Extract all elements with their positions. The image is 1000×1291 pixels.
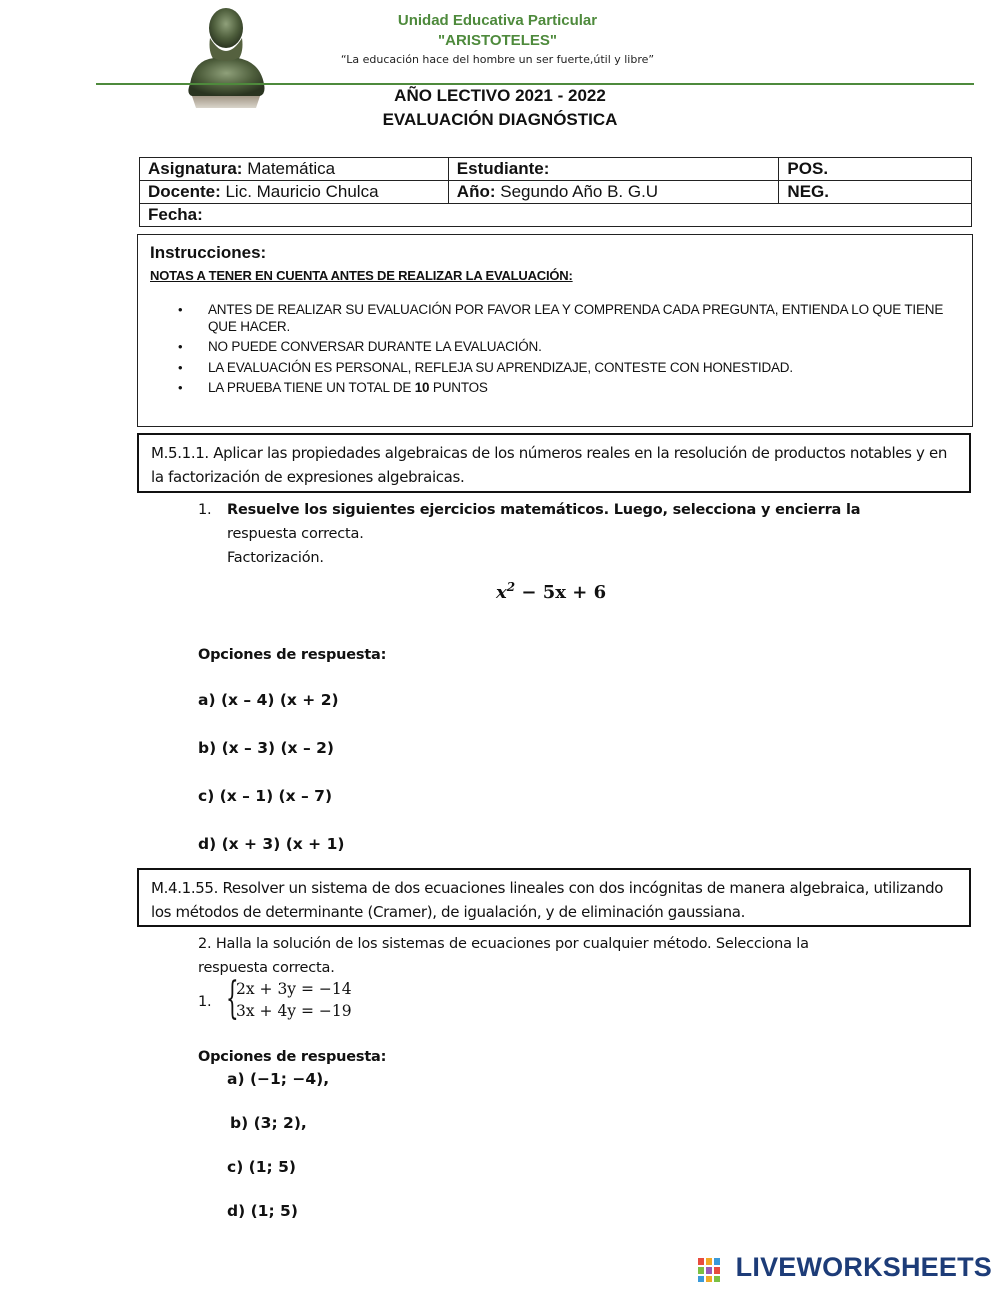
- instruction-item: • ANTES DE REALIZAR SU EVALUACIÓN POR FAVOR LEA Y COMPRENDA CADA PREGUNTA, ENTIENDA LO QUE TIENE QUE HACER.: [176, 302, 961, 335]
- equation-system: [236, 978, 352, 1022]
- instruction-item-points: [176, 380, 961, 397]
- expression-1: [496, 580, 606, 603]
- answer-option-2a[interactable]: a) (−1; −4),: [227, 1070, 330, 1088]
- liveworksheets-logo-icon: [698, 1258, 720, 1282]
- school-motto: “La educación hace del hombre un ser fuerte,útil y libre”: [340, 53, 655, 66]
- question-2-prompt-rest: respuesta correcta.: [198, 960, 335, 976]
- subject-value: Matemática: [247, 159, 336, 178]
- teacher-label: Docente:: [148, 182, 221, 201]
- pos-cell[interactable]: [779, 158, 972, 181]
- question-2-prompt: 2. Halla la solución de los sistemas de ecuaciones por cualquier método. Selecciona la: [198, 936, 809, 952]
- options-label-2: Opciones de respuesta:: [198, 1049, 387, 1065]
- student-label: Estudiante:: [456, 159, 550, 178]
- options-label-1: Opciones de respuesta:: [198, 647, 387, 663]
- system-number: 1.: [198, 994, 212, 1010]
- skill-box-1: M.5.1.1. Aplicar las propiedades algebraicas de los números reales en la resolución de productos notables y en la factorización de expresiones algebraicas.: [137, 433, 971, 493]
- aristotle-bust-logo: [180, 4, 272, 108]
- answer-option-1c[interactable]: c) (x – 1) (x – 7): [198, 787, 333, 805]
- grade-value: Segundo Año B. G.U: [500, 182, 659, 201]
- expression-exponent: 2: [506, 580, 516, 594]
- pos-label: POS.: [787, 159, 829, 178]
- student-cell[interactable]: [448, 158, 779, 181]
- instructions-list: [176, 302, 961, 401]
- question-1-topic: Factorización.: [227, 550, 324, 566]
- school-line-1: Unidad Educativa Particular: [397, 12, 598, 29]
- student-info-table: [139, 157, 972, 227]
- points-suffix: PUNTOS: [429, 380, 488, 395]
- grade-label: Año:: [456, 182, 496, 201]
- answer-option-1a[interactable]: a) (x – 4) (x + 2): [198, 691, 339, 709]
- expression-rest: − 5x + 6: [515, 582, 607, 603]
- skill-box-2: M.4.1.55. Resolver un sistema de dos ecuaciones lineales con dos incógnitas de manera algebraica, utilizando los métodos de determinante (Cramer), de igualación, y de eliminación gaussiana.: [137, 868, 971, 927]
- date-label: Fecha:: [148, 205, 203, 224]
- answer-option-1d[interactable]: d) (x + 3) (x + 1): [198, 835, 345, 853]
- school-name: [300, 11, 695, 51]
- answer-option-2d[interactable]: d) (1; 5): [227, 1202, 298, 1220]
- grade-cell: [448, 181, 779, 204]
- instructions-title: Instrucciones:: [150, 243, 267, 262]
- subject-cell: [140, 158, 449, 181]
- equation-1: 2x + 3y = −14: [236, 980, 352, 998]
- question-1-prompt-rest: respuesta correcta.: [227, 526, 364, 542]
- date-cell[interactable]: [140, 204, 972, 227]
- header-divider: [96, 83, 974, 85]
- answer-option-1b[interactable]: b) (x – 3) (x – 2): [198, 739, 334, 757]
- question-1: [227, 498, 967, 570]
- question-1-number: 1.: [198, 502, 212, 518]
- question-2: [198, 932, 958, 980]
- instruction-item: • NO PUEDE CONVERSAR DURANTE LA EVALUACIÓN.: [176, 339, 961, 356]
- school-line-2: "ARISTOTELES": [438, 32, 557, 49]
- equation-2: 3x + 4y = −19: [236, 1002, 352, 1020]
- answer-option-2c[interactable]: c) (1; 5): [227, 1158, 297, 1176]
- school-year: AÑO LECTIVO 2021 - 2022: [394, 86, 606, 105]
- subject-label: Asignatura:: [148, 159, 243, 178]
- teacher-value: Lic. Mauricio Chulca: [225, 182, 379, 201]
- liveworksheets-brand[interactable]: LIVEWORKSHEETS: [735, 1252, 992, 1282]
- points-value: 10: [414, 380, 430, 395]
- neg-cell[interactable]: [779, 181, 972, 204]
- question-1-prompt: Resuelve los siguientes ejercicios matemáticos. Luego, selecciona y encierra la: [227, 502, 861, 518]
- neg-label: NEG.: [787, 182, 829, 201]
- instruction-item: • LA EVALUACIÓN ES PERSONAL, REFLEJA SU APRENDIZAJE, CONTESTE CON HONESTIDAD.: [176, 360, 961, 377]
- points-prefix: LA PRUEBA TIENE UN TOTAL DE: [208, 380, 415, 395]
- expression-base: x: [496, 582, 507, 603]
- teacher-cell: [140, 181, 449, 204]
- answer-option-2b[interactable]: b) (3; 2),: [230, 1114, 307, 1132]
- instructions-subtitle: NOTAS A TENER EN CUENTA ANTES DE REALIZAR LA EVALUACIÓN:: [150, 268, 573, 283]
- system-brace: {: [226, 973, 239, 1024]
- evaluation-title: EVALUACIÓN DIAGNÓSTICA: [382, 110, 618, 129]
